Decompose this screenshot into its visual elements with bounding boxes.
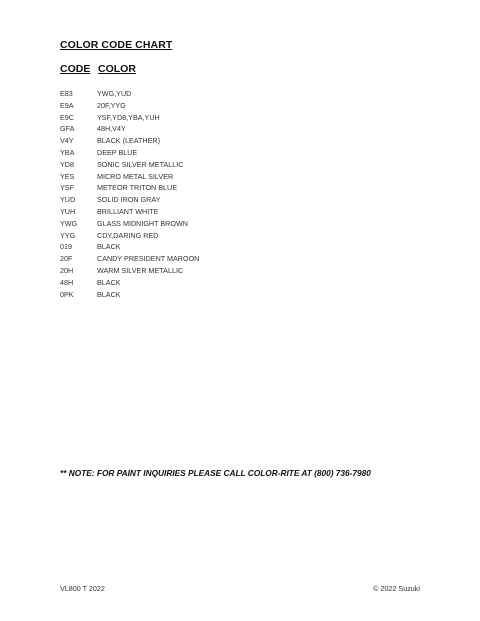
code-cell: E9C	[60, 112, 74, 122]
color-code-row	[60, 100, 360, 112]
code-cell: 20F	[60, 254, 73, 264]
color-cell: CANDY PRESIDENT MAROON	[97, 254, 200, 264]
footer-copyright: © 2022 Suzuki	[373, 584, 420, 593]
color-code-row	[60, 194, 360, 206]
color-code-row	[60, 218, 360, 230]
code-column-header: CODE	[60, 63, 91, 75]
page-title: COLOR CODE CHART	[60, 39, 173, 51]
code-cell: YBA	[60, 147, 75, 157]
color-code-row	[60, 241, 360, 253]
code-cell: 20H	[60, 265, 74, 275]
color-cell: YWG,YUD	[97, 89, 132, 98]
color-column-header: COLOR	[98, 63, 136, 75]
color-cell: BLACK	[97, 242, 121, 252]
paint-inquiry-note: ** NOTE: FOR PAINT INQUIRIES PLEASE CALL COLOR-RITE AT (800) 736-7980	[60, 468, 371, 478]
color-cell: GLASS MIDNIGHT BROWN	[97, 218, 188, 228]
color-cell: CDY,DARING RED	[97, 230, 159, 240]
color-code-row	[60, 135, 360, 147]
color-cell: SONIC SILVER METALLIC	[97, 159, 184, 169]
color-code-row	[60, 253, 360, 265]
color-cell: METEOR TRITON BLUE	[97, 183, 178, 193]
code-cell: YYG	[60, 230, 76, 240]
footer-model-year: VL800 T 2022	[60, 584, 105, 593]
code-cell: YUH	[60, 206, 76, 216]
code-cell: E9A	[60, 100, 74, 110]
color-cell: 20F,YYG	[97, 100, 126, 110]
color-cell: WARM SILVER METALLIC	[97, 265, 184, 275]
color-code-row	[60, 182, 360, 194]
color-cell: MICRO METAL SILVER	[97, 171, 174, 181]
code-cell: YSF	[60, 183, 74, 193]
color-code-row	[60, 289, 360, 301]
code-cell: YWG	[60, 218, 78, 228]
color-code-list	[60, 88, 360, 300]
color-cell: SOLID IRON GRAY	[97, 195, 161, 205]
color-code-row	[60, 230, 360, 242]
color-cell: BLACK	[97, 289, 121, 299]
code-cell: 48H	[60, 277, 74, 287]
color-code-row	[60, 159, 360, 171]
color-cell: BLACK (LEATHER)	[97, 136, 160, 146]
code-cell: E83	[60, 89, 73, 98]
color-cell: YSF,YD8,YBA,YUH	[97, 112, 160, 122]
color-code-row	[60, 171, 360, 183]
code-cell: 0PK	[60, 289, 74, 299]
color-code-row	[60, 277, 360, 289]
color-cell: DEEP BLUE	[97, 147, 138, 157]
color-code-row	[60, 112, 360, 124]
code-cell: 019	[60, 242, 72, 252]
code-cell: YES	[60, 171, 75, 181]
color-code-row	[60, 206, 360, 218]
color-code-row	[60, 265, 360, 277]
code-cell: V4Y	[60, 136, 74, 146]
color-cell: BLACK	[97, 277, 121, 287]
color-cell: 48H,V4Y	[97, 124, 126, 134]
code-cell: YD8	[60, 159, 74, 169]
code-cell: GFA	[60, 124, 75, 134]
color-cell: BRILLIANT WHITE	[97, 206, 159, 216]
color-code-row	[60, 123, 360, 135]
code-cell: YUD	[60, 195, 76, 205]
color-code-row	[60, 88, 360, 100]
color-code-row	[60, 147, 360, 159]
